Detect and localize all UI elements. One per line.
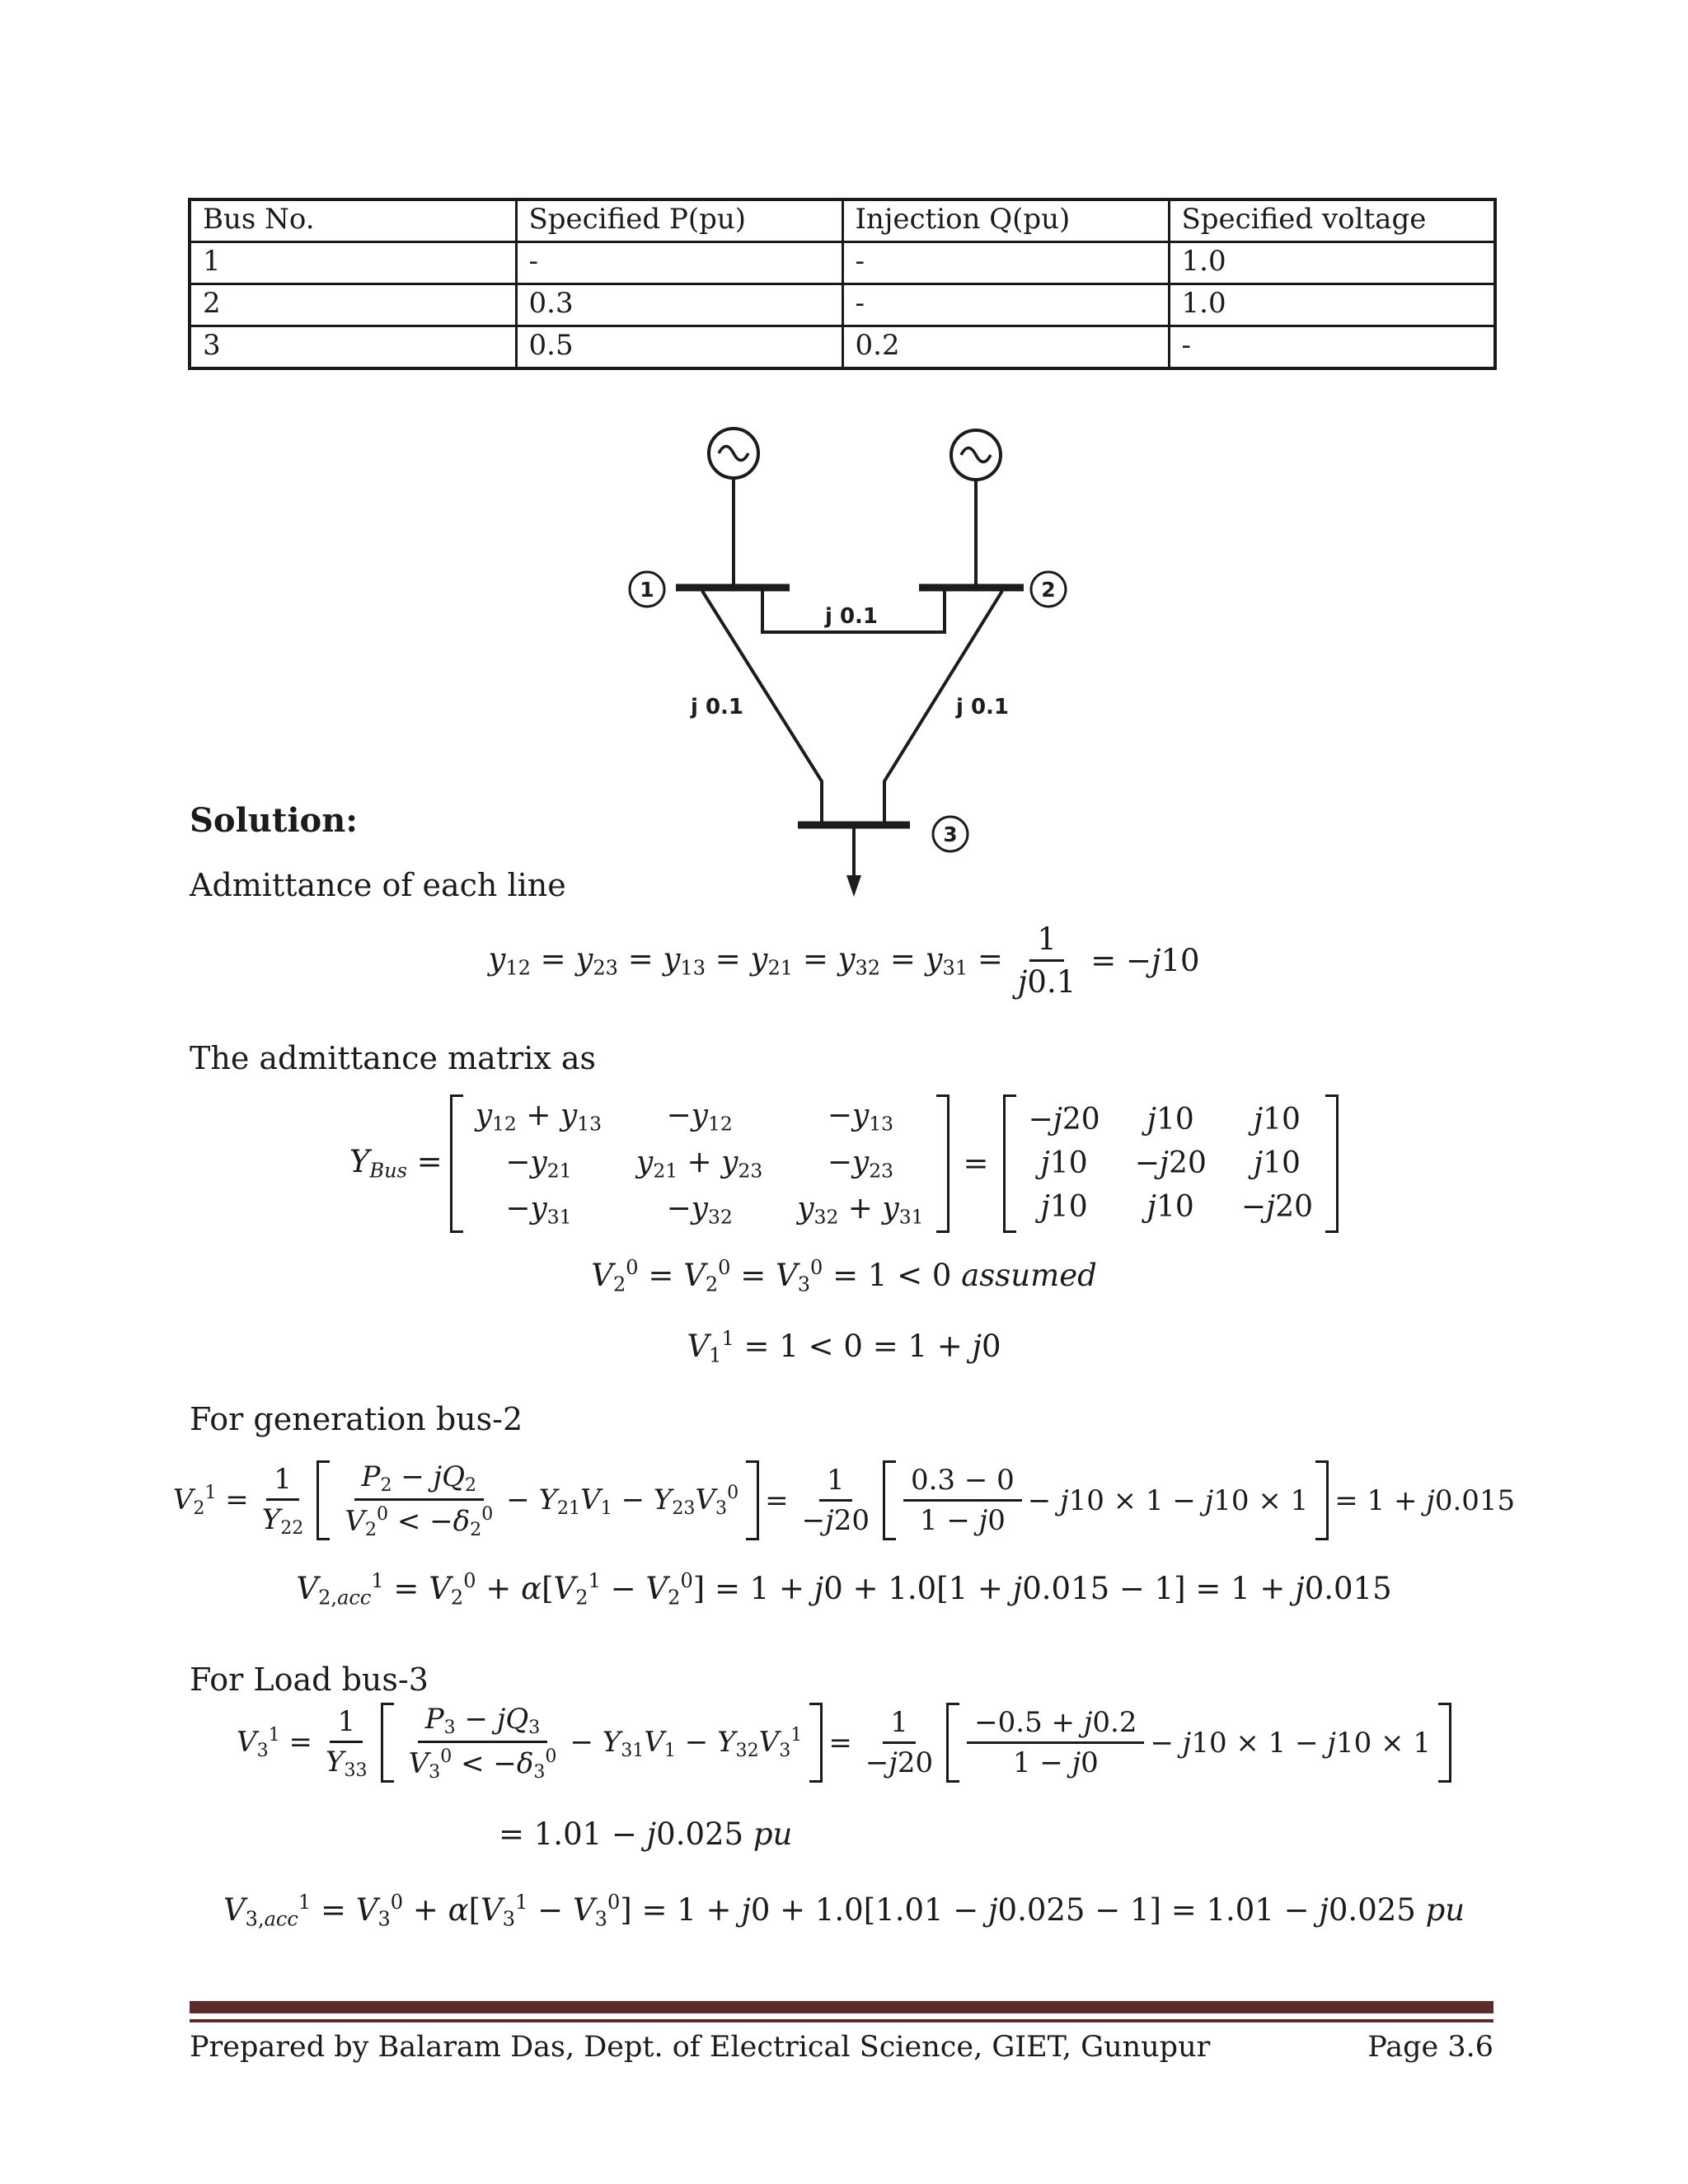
matrix-cell: $y_{32} + y_{31}$ <box>797 1192 924 1229</box>
table-cell: 0.5 <box>516 326 842 369</box>
bus3-number-label: 3 <box>943 823 958 846</box>
table-cell: - <box>516 242 842 284</box>
footer-prepared-by: Prepared by Balaram Das, Dept. of Electrical Science, GIET, Gunupur <box>190 2031 1211 2064</box>
equation-text: $V_2^1$ = <box>172 1482 249 1520</box>
equation-text: $y_{12} = y_{23} = y_{13} = y_{21} = y_{32} = y_{31}$ = <box>488 941 1003 980</box>
equation-text: $Y_{Bus}$ = <box>349 1144 443 1183</box>
table-header-injection-q: Injection Q(pu) <box>842 199 1169 242</box>
right-bracket <box>1438 1703 1451 1783</box>
matrix-cell: −j20 <box>1240 1190 1314 1225</box>
equation-text: $V_2^0 = V_2^0 = V_3^0 = 1 < 0$ assumed <box>591 1256 1097 1296</box>
fraction: $\frac{1}{-j20}$ <box>801 1464 870 1538</box>
right-bracket <box>746 1460 759 1540</box>
ybus-numeric-matrix <box>1025 1099 1316 1228</box>
line13-impedance-label: j 0.1 <box>690 695 744 719</box>
left-bracket <box>946 1703 959 1783</box>
matrix-cell: $y_{12} + y_{13}$ <box>475 1099 602 1136</box>
equation-text: $V_3^1$ = <box>237 1724 313 1762</box>
left-bracket <box>883 1460 896 1540</box>
equals-sign: = <box>828 1726 852 1760</box>
table-cell: 1.0 <box>1169 284 1495 326</box>
line12-impedance-label: j 0.1 <box>824 604 879 629</box>
load-arrow-icon <box>846 828 861 897</box>
page-footer <box>190 2031 1493 2064</box>
admittance-line-heading: Admittance of each line <box>190 867 566 903</box>
bus2-number-label: 2 <box>1041 578 1056 602</box>
fraction: $\frac{1}{Y_{33}}$ <box>326 1704 368 1781</box>
footer-rule-thin <box>190 2019 1493 2022</box>
table-cell: 0.3 <box>516 284 842 326</box>
load-bus3-heading: For Load bus-3 <box>190 1661 429 1698</box>
left-bracket <box>316 1460 330 1540</box>
bus-data-table <box>188 198 1497 370</box>
right-bracket <box>809 1703 823 1783</box>
matrix-cell: $-y_{21}$ <box>505 1145 572 1183</box>
equation-text: = −j10 <box>1090 943 1200 978</box>
fraction: $\frac{P_3 - jQ_3}{V_3^0 < -\delta_3^0}$ <box>408 1703 557 1783</box>
equation-text: $V_{2,acc}^1 = V_2^0 + \alpha[V_2^1 - V_2^0] = 1 + j0 + 1.0[1 + j0.015 - 1] = 1 + j0.015$ <box>296 1569 1392 1610</box>
fraction-numerator: 1 <box>1029 921 1064 962</box>
right-bracket <box>1315 1460 1329 1540</box>
table-header-row <box>190 199 1495 242</box>
fraction: $\frac{P_2 - jQ_2}{V_2^0 < -\delta_2^0}$ <box>345 1460 494 1541</box>
matrix-cell: $-y_{13}$ <box>827 1099 894 1136</box>
table-header-bus-no: Bus No. <box>190 199 516 242</box>
equation-v3-accelerated <box>0 1891 1688 1931</box>
matrix-cell: j10 <box>1040 1190 1088 1225</box>
table-cell: - <box>842 242 1169 284</box>
power-system-diagram <box>610 387 1071 902</box>
table-header-specified-p: Specified P(pu) <box>516 199 842 242</box>
fraction-denominator: j0.1 <box>1017 964 1076 1000</box>
solution-heading: Solution: <box>190 801 359 840</box>
left-bracket <box>1003 1094 1016 1233</box>
equation-v2-accelerated <box>0 1569 1688 1610</box>
generator-1-icon <box>709 429 758 586</box>
footer-rule-thick <box>190 2001 1493 2013</box>
matrix-cell: j10 <box>1146 1190 1194 1225</box>
matrix-cell: j10 <box>1253 1103 1301 1137</box>
table-cell: 3 <box>190 326 516 369</box>
equals-sign: = <box>765 1483 789 1517</box>
equation-text: − j10 × 1 − j10 × 1 <box>1150 1726 1431 1760</box>
equation-text: $V_1^1 = 1 < 0 = 1 + j0$ <box>687 1327 1001 1367</box>
equation-v0-assumed <box>0 1256 1688 1296</box>
bus1-number-label: 1 <box>640 578 654 602</box>
equation-text: − $Y_{21}V_1 - Y_{23}V_3^0$ <box>506 1482 739 1520</box>
equation-text: − j10 × 1 − j10 × 1 <box>1027 1483 1309 1517</box>
matrix-cell: j10 <box>1146 1103 1194 1137</box>
left-bracket <box>381 1703 394 1783</box>
ybus-symbolic-matrix <box>472 1094 927 1233</box>
matrix-cell: $y_{21} + y_{23}$ <box>635 1145 763 1183</box>
matrix-cell: $-y_{12}$ <box>666 1099 733 1136</box>
table-cell: - <box>842 284 1169 326</box>
footer-page-number: Page 3.6 <box>1367 2031 1493 2064</box>
equation-v3 <box>0 1703 1688 1783</box>
equation-text: = 1.01 − j0.025 pu <box>499 1816 793 1852</box>
right-bracket <box>936 1094 950 1233</box>
equation-v2 <box>0 1460 1688 1540</box>
table-cell: 1.0 <box>1169 242 1495 284</box>
table-row <box>190 284 1495 326</box>
matrix-cell: $-y_{31}$ <box>505 1192 572 1229</box>
matrix-cell: $-y_{23}$ <box>827 1145 894 1183</box>
fraction: $\frac{1}{Y_{22}}$ <box>261 1462 304 1539</box>
equation-text: − $Y_{31}V_1 - Y_{32}V_3^1$ <box>570 1724 803 1762</box>
generator-2-icon <box>951 430 1001 586</box>
matrix-cell: j10 <box>1253 1146 1301 1181</box>
equation-text: = 1 + j0.015 <box>1334 1483 1516 1517</box>
equation-v1-slack <box>0 1327 1688 1367</box>
table-cell: 0.2 <box>842 326 1169 369</box>
equation-ybus <box>0 1094 1688 1233</box>
fraction: $\frac{1}{-j20}$ <box>865 1706 934 1780</box>
table-cell: - <box>1169 326 1495 369</box>
matrix-cell: −j20 <box>1028 1103 1100 1137</box>
matrix-cell: j10 <box>1040 1146 1088 1181</box>
table-header-specified-voltage: Specified voltage <box>1169 199 1495 242</box>
left-bracket <box>450 1094 463 1233</box>
line23-impedance-label: j 0.1 <box>955 695 1010 719</box>
equals-sign: = <box>963 1146 989 1182</box>
matrix-cell: −j20 <box>1134 1146 1207 1181</box>
fraction <box>1010 921 1083 1000</box>
gen-bus2-heading: For generation bus-2 <box>190 1401 523 1437</box>
equation-v3-result <box>0 1816 1688 1852</box>
matrix-cell: $-y_{32}$ <box>666 1192 733 1229</box>
table-cell: 1 <box>190 242 516 284</box>
equation-text: $V_{3,acc}^1 = V_3^0 + \alpha[V_3^1 - V_3^0] = 1 + j0 + 1.0[1.01 - j0.025 - 1] = 1.01 - j0.025$ pu <box>223 1891 1465 1931</box>
fraction: $\frac{0.3 - 0}{1 - j0}$ <box>903 1464 1022 1537</box>
admittance-matrix-heading: The admittance matrix as <box>190 1040 597 1076</box>
table-cell: 2 <box>190 284 516 326</box>
table-row <box>190 326 1495 369</box>
equation-line-admittance <box>0 921 1688 1000</box>
fraction: $\frac{-0.5 + j0.2}{1 - j0}$ <box>967 1706 1144 1779</box>
right-bracket <box>1325 1094 1339 1233</box>
table-row <box>190 242 1495 284</box>
